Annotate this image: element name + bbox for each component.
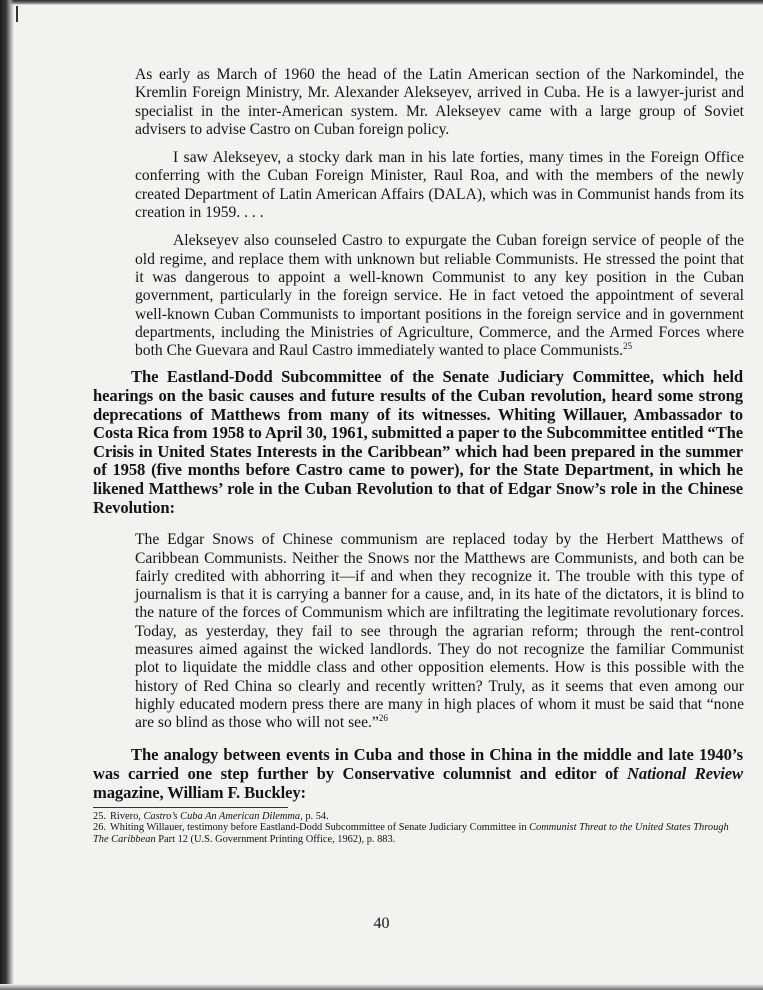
scan-corner-mark xyxy=(16,6,18,22)
block-quote-2: I saw Alekseyev, a stocky dark man in his late forties, many times in the Foreign Office conferring with the Cuban Foreign Minister, Raul Roa, and with the members of the newly created Department of Latin American Affairs (DALA), which was in Communist hands from its creation in 1959. . . . xyxy=(135,149,744,222)
scan-bottom-edge xyxy=(0,984,763,990)
footnote-text-end: , p. 54. xyxy=(300,811,329,823)
footnote-number: 25. xyxy=(93,811,106,823)
footnote-title: Castro’s Cuba An American Dilemma xyxy=(143,811,301,823)
body-paragraph-2-text: The analogy between events in Cuba and those in China in the middle and late 1940’s was carried one step further by Conservative columnist and editor of xyxy=(93,745,743,784)
scan-top-edge xyxy=(0,0,763,5)
scan-left-edge xyxy=(0,0,14,990)
footnote-26 xyxy=(93,822,743,844)
footnote-text: Rivero, xyxy=(110,811,144,823)
footnote-ref-25: 25 xyxy=(623,340,633,351)
page-number: 40 xyxy=(373,915,390,932)
magazine-title: National Review xyxy=(627,764,743,784)
block-quote-4 xyxy=(135,531,744,732)
footnote-number: 26. xyxy=(93,822,106,834)
page-content xyxy=(93,66,743,845)
body-paragraph-2-end: magazine, William F. Buckley: xyxy=(93,782,306,802)
block-quote-1: As early as March of 1960 the head of the Latin American section of the Narkomindel, the Kremlin Foreign Ministry, Mr. Alexander Alekseyev, arrived in Cuba. He is a lawyer-jurist and specialist in the inter-American system. Mr. Alekseyev came with a large group of Soviet advisers to advise Castro on Cuban foreign policy. xyxy=(135,66,744,138)
body-paragraph-1: The Eastland-Dodd Subcommittee of the Senate Judiciary Committee, which held hearings on the basic causes and future results of the Cuban revolution, heard some strong deprecations of Matthews from many of its witnesses. Whiting Willauer, Ambassador to Costa Rica from 1958 to April 30, 1961, submitted a paper to the Subcommittee entitled “The Crisis in United States Interests in the Caribbean” which had been prepared in the summer of 1958 (five months before Castro came to power), for the State Department, in which he likened Matthews’ role in the Cuban Revolution to that of Edgar Snow’s role in the Chinese Revolution: xyxy=(93,367,743,517)
block-quote-3-text: Alekseyev also counseled Castro to expurgate the Cuban foreign service of people of the old regime, and replace them with unknown but reliable Communists. He stressed the point that it was dangerous to appoint a well-known Communist to any key position in the Cuban government, particularly in the foreign service. He in fact vetoed the appointment of several well-known Cuban Communists to important positions in the foreign service and in government departments, including the Ministries of Agriculture, Commerce, and the Armed Forces where both Che Guevara and Raul Castro immediately wanted to place Communists. xyxy=(135,232,744,360)
footnote-text: Whiting Willauer, testimony before Eastland-Dodd Subcommittee of Senate Judiciary Committee in xyxy=(110,822,530,834)
footnote-title: Communist Threat to the United States Through The Caribbean xyxy=(93,822,729,845)
footnotes xyxy=(93,811,743,845)
footnote-divider xyxy=(93,807,288,808)
footnote-ref-26: 26 xyxy=(378,712,388,723)
footnote-25 xyxy=(93,811,743,822)
block-quote-4-text: The Edgar Snows of Chinese communism are replaced today by the Herbert Matthews of Caribbean Communists. Neither the Snows nor the Matthews are Communists, and both can be fairly credited with abhorring it—if and when they recognize it. The trouble with this type of journalism is that it is carrying a banner for a cause, and, in its hate of the dictators, it is blind to the nature of the forces of Communism which are infiltrating the legitimate revolutionary forces. Today, as yesterday, they fail to see through the agrarian reform; through the rent-control measures aimed against the wicked landlords. They do not recognize the familiar Communist plot to liquidate the middle class and other opposition elements. How is this possible with the history of Red China so clearly and recently written? Truly, as it seems that even among our highly educated modern press there are many in high places of whom it must be said that “none are so blind as those who will not see.” xyxy=(135,531,744,732)
body-paragraph-2 xyxy=(93,746,743,802)
footnote-text-end: Part 12 (U.S. Government Printing Office, 1962), p. 883. xyxy=(155,833,396,845)
block-quote-3 xyxy=(135,232,744,360)
